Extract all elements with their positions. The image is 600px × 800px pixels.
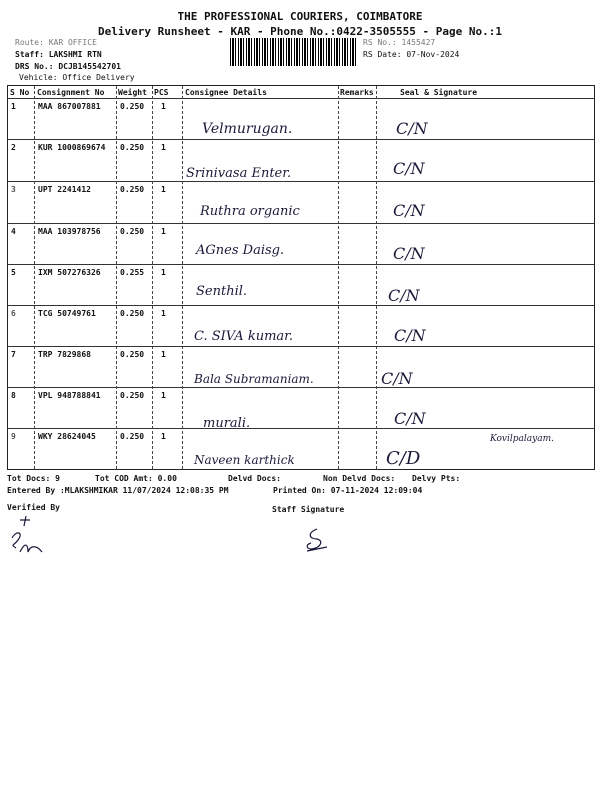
row-6-weight: 0.250 [120, 309, 145, 318]
row-6-sno: 6 [11, 309, 16, 318]
side-note: Kovilpalayam. [490, 434, 554, 444]
row-9-weight: 0.250 [120, 432, 145, 441]
row-2-weight: 0.250 [120, 143, 145, 152]
row-2-consignment: KUR 1000869674 [38, 143, 106, 152]
entered-by: Entered By :MLAKSHMIKAR 11/07/2024 12:08:35 PM [7, 486, 229, 495]
row-4-consignment: MAA 103978756 [38, 227, 101, 236]
row-5-consignment: IXM 507276326 [38, 268, 101, 277]
row-4-sno: 4 [11, 227, 16, 236]
col-header-remarks: Remarks [340, 88, 374, 97]
row-1-consignee: Velmurugan. [202, 121, 293, 137]
row-6-consignment: TCG 50749761 [38, 309, 96, 318]
runsheet-title: Delivery Runsheet - KAR - Phone No.:0422-3505555 - Page No.:1 [98, 25, 502, 38]
row-3-sno: 3 [11, 185, 16, 194]
row-2-consignee: Srinivasa Enter. [186, 166, 292, 181]
row-7-consignee: Bala Subramaniam. [194, 372, 314, 386]
row-1-sno: 1 [11, 102, 16, 111]
row-3-consignee: Ruthra organic [200, 204, 300, 219]
row-4-consignee: AGnes Daisg. [196, 243, 285, 258]
row-9-seal: C/D [386, 448, 421, 469]
rs-no-label: RS No.: 1455427 [363, 38, 436, 47]
col-header-consignee: Consignee Details [185, 88, 267, 97]
row-8-sno: 8 [11, 391, 16, 400]
row-3-consignment: UPT 2241412 [38, 185, 91, 194]
row-8-consignment: VPL 948788841 [38, 391, 101, 400]
row-1-weight: 0.250 [120, 102, 145, 111]
company-title: THE PROFESSIONAL COURIERS, COIMBATORE [177, 10, 423, 23]
tot-cod-amt: Tot COD Amt: 0.00 [95, 474, 177, 483]
row-3-weight: 0.250 [120, 185, 145, 194]
verified-by-label: Verified By [7, 503, 60, 512]
drs-label: DRS No.: DCJB145542701 [15, 62, 121, 71]
row-7-seal: C/N [381, 369, 413, 388]
row-4-pcs: 1 [161, 227, 166, 236]
row-8-seal: C/N [394, 409, 426, 428]
col-header-pcs: PCS [154, 88, 169, 97]
vehicle-label: Vehicle: Office Delivery [19, 73, 135, 82]
row-9-consignee: Naveen karthick [194, 453, 295, 467]
row-1-pcs: 1 [161, 102, 166, 111]
row-5-seal: C/N [388, 286, 420, 305]
col-header-seal: Seal & Signature [400, 88, 478, 97]
delvd-docs: Delvd Docs: [228, 474, 281, 483]
verifier-signature [6, 512, 50, 562]
staff-signature [303, 527, 329, 553]
row-9-pcs: 1 [161, 432, 166, 441]
tot-docs: Tot Docs: 9 [7, 474, 60, 483]
row-8-consignee: murali. [203, 416, 251, 431]
row-6-pcs: 1 [161, 309, 166, 318]
row-5-sno: 5 [11, 268, 16, 277]
delvy-pts: Delvy Pts: [412, 474, 461, 483]
row-2-seal: C/N [393, 159, 425, 178]
non-delvd-docs: Non Delvd Docs: [323, 474, 396, 483]
staff-label: Staff: LAKSHMI RTN [15, 50, 102, 59]
barcode [230, 38, 356, 66]
row-7-pcs: 1 [161, 350, 166, 359]
row-7-weight: 0.250 [120, 350, 145, 359]
row-2-pcs: 1 [161, 143, 166, 152]
printed-on: Printed On: 07-11-2024 12:09:04 [273, 486, 423, 495]
row-1-seal: C/N [396, 119, 428, 138]
runsheet-table [7, 85, 595, 470]
row-6-consignee: C. SIVA kumar. [194, 329, 294, 344]
row-8-pcs: 1 [161, 391, 166, 400]
col-header-consignment: Consignment No [37, 88, 105, 97]
row-6-seal: C/N [394, 326, 426, 345]
row-7-sno: 7 [11, 350, 16, 359]
row-8-weight: 0.250 [120, 391, 145, 400]
staff-signature-label: Staff Signature [272, 505, 345, 514]
col-header-sno: S No [10, 88, 30, 97]
row-3-pcs: 1 [161, 185, 166, 194]
row-5-consignee: Senthil. [196, 284, 248, 299]
col-header-weight: Weight [118, 88, 147, 97]
row-9-consignment: WKY 28624045 [38, 432, 96, 441]
row-3-seal: C/N [393, 201, 425, 220]
row-5-pcs: 1 [161, 268, 166, 277]
route-label: Route: KAR OFFICE [15, 38, 97, 47]
row-5-weight: 0.255 [120, 268, 145, 277]
row-1-consignment: MAA 867007881 [38, 102, 101, 111]
rs-date-label: RS Date: 07-Nov-2024 [363, 50, 460, 59]
row-7-consignment: TRP 7829868 [38, 350, 91, 359]
row-4-weight: 0.250 [120, 227, 145, 236]
row-2-sno: 2 [11, 143, 16, 152]
row-4-seal: C/N [393, 244, 425, 263]
row-9-sno: 9 [11, 432, 16, 441]
